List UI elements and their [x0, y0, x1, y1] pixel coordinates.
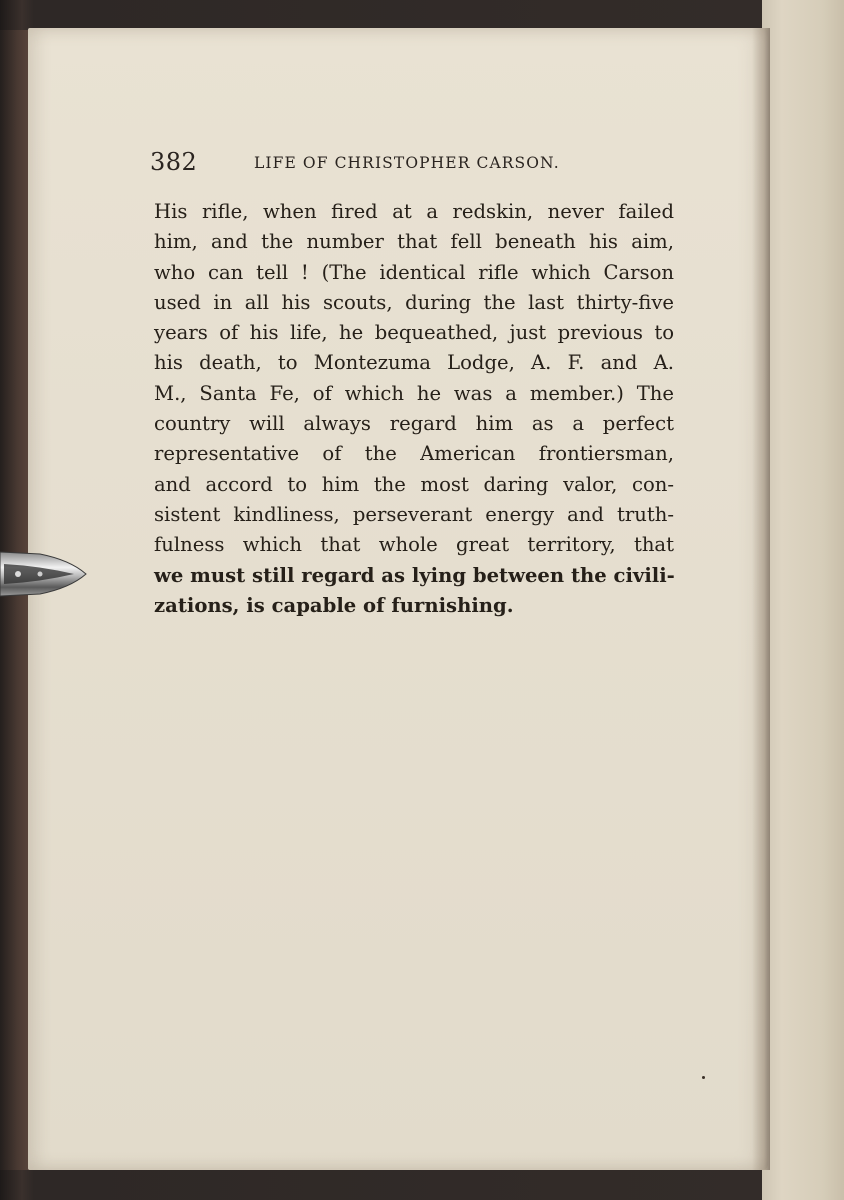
text-line: M., Santa Fe, of which he was a member.) The: [154, 381, 674, 405]
metal-bookmark-clip-icon: [0, 538, 92, 618]
running-title: LIFE OF CHRISTOPHER CARSON.: [254, 154, 560, 172]
text-line: country will always regard him as a perfect: [154, 412, 674, 436]
text-line: representative of the American frontiersman,: [154, 442, 674, 466]
text-line: his death, to Montezuma Lodge, A. F. and A.: [154, 351, 674, 375]
text-line: years of his life, he bequeathed, just previous to: [154, 321, 674, 345]
text-line: His rifle, when fired at a redskin, never failed: [154, 200, 674, 223]
text-line: used in all his scouts, during the last thirty-five: [154, 290, 674, 314]
text-line: sistent kindliness, perseverant energy and truth-: [154, 502, 674, 526]
text-line: fulness which that whole great territory, that: [154, 533, 674, 557]
body-paragraph: [154, 197, 674, 621]
page-number: 382: [150, 148, 198, 176]
text-line: zations, is capable of furnishing.: [154, 593, 514, 617]
text-line: and accord to him the most daring valor, con-: [154, 472, 674, 496]
paper-speck: [702, 1076, 705, 1079]
running-head: [150, 148, 580, 178]
text-line: who can tell ! (The identical rifle which Carson: [154, 260, 674, 284]
gutter-shadow: [752, 28, 770, 1170]
adjacent-page-edge: [762, 0, 844, 1200]
text-line: we must still regard as lying between the civili-: [154, 563, 675, 587]
text-line: him, and the number that fell beneath his aim,: [154, 230, 674, 254]
